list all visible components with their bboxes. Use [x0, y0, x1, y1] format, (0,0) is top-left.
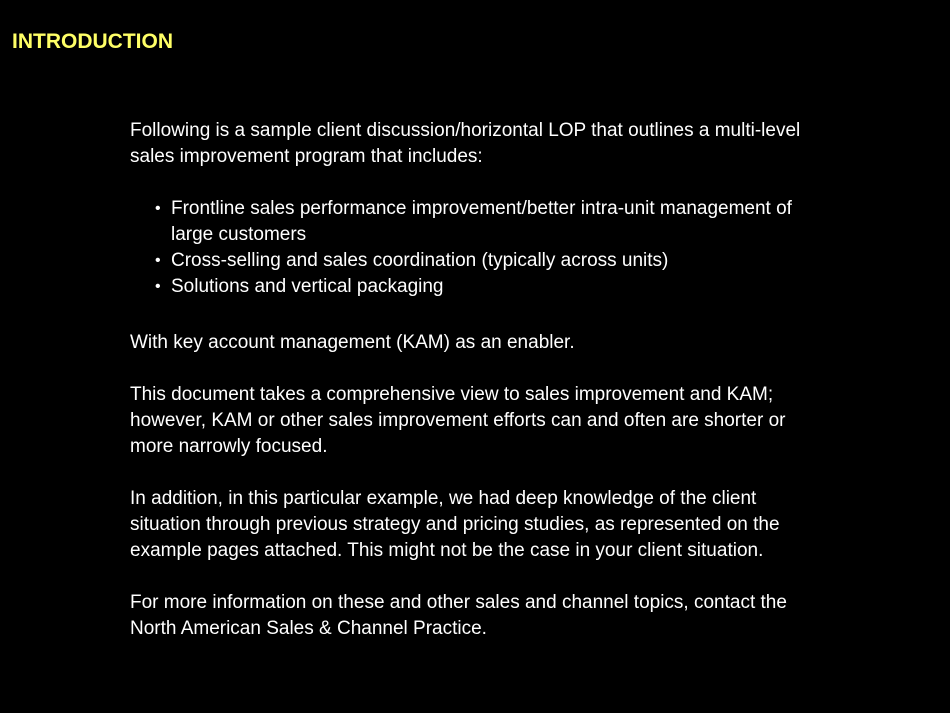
- enabler-paragraph: With key account management (KAM) as an enabler.: [130, 332, 575, 353]
- bullet-icon: •: [155, 200, 161, 217]
- slide-body: [130, 118, 830, 642]
- list-item: [155, 248, 830, 274]
- scope-paragraph: This document takes a comprehensive view to sales improvement and KAM; however, KAM or other sales improvement efforts can and often are shorter or more narrowly focused.: [130, 384, 786, 457]
- bullet-text: Solutions and vertical packaging: [171, 276, 444, 297]
- bullet-text: Cross-selling and sales coordination (typically across units): [171, 250, 669, 271]
- bullet-icon: •: [155, 278, 161, 295]
- contact-paragraph: For more information on these and other sales and channel topics, contact the North American Sales & Channel Practice.: [130, 592, 787, 639]
- bullet-list: [130, 196, 830, 300]
- list-item: [155, 274, 830, 300]
- list-item: [155, 196, 830, 248]
- bullet-text: Frontline sales performance improvement/better intra-unit management of large customers: [171, 198, 792, 245]
- page-title: INTRODUCTION: [12, 30, 173, 53]
- bullet-icon: •: [155, 252, 161, 269]
- context-paragraph: In addition, in this particular example, we had deep knowledge of the client situation through previous strategy and pricing studies, as represented on the example pages attached. This might not be the case in your client situation.: [130, 488, 780, 561]
- intro-paragraph: Following is a sample client discussion/horizontal LOP that outlines a multi-level sales improvement program that includes:: [130, 120, 801, 167]
